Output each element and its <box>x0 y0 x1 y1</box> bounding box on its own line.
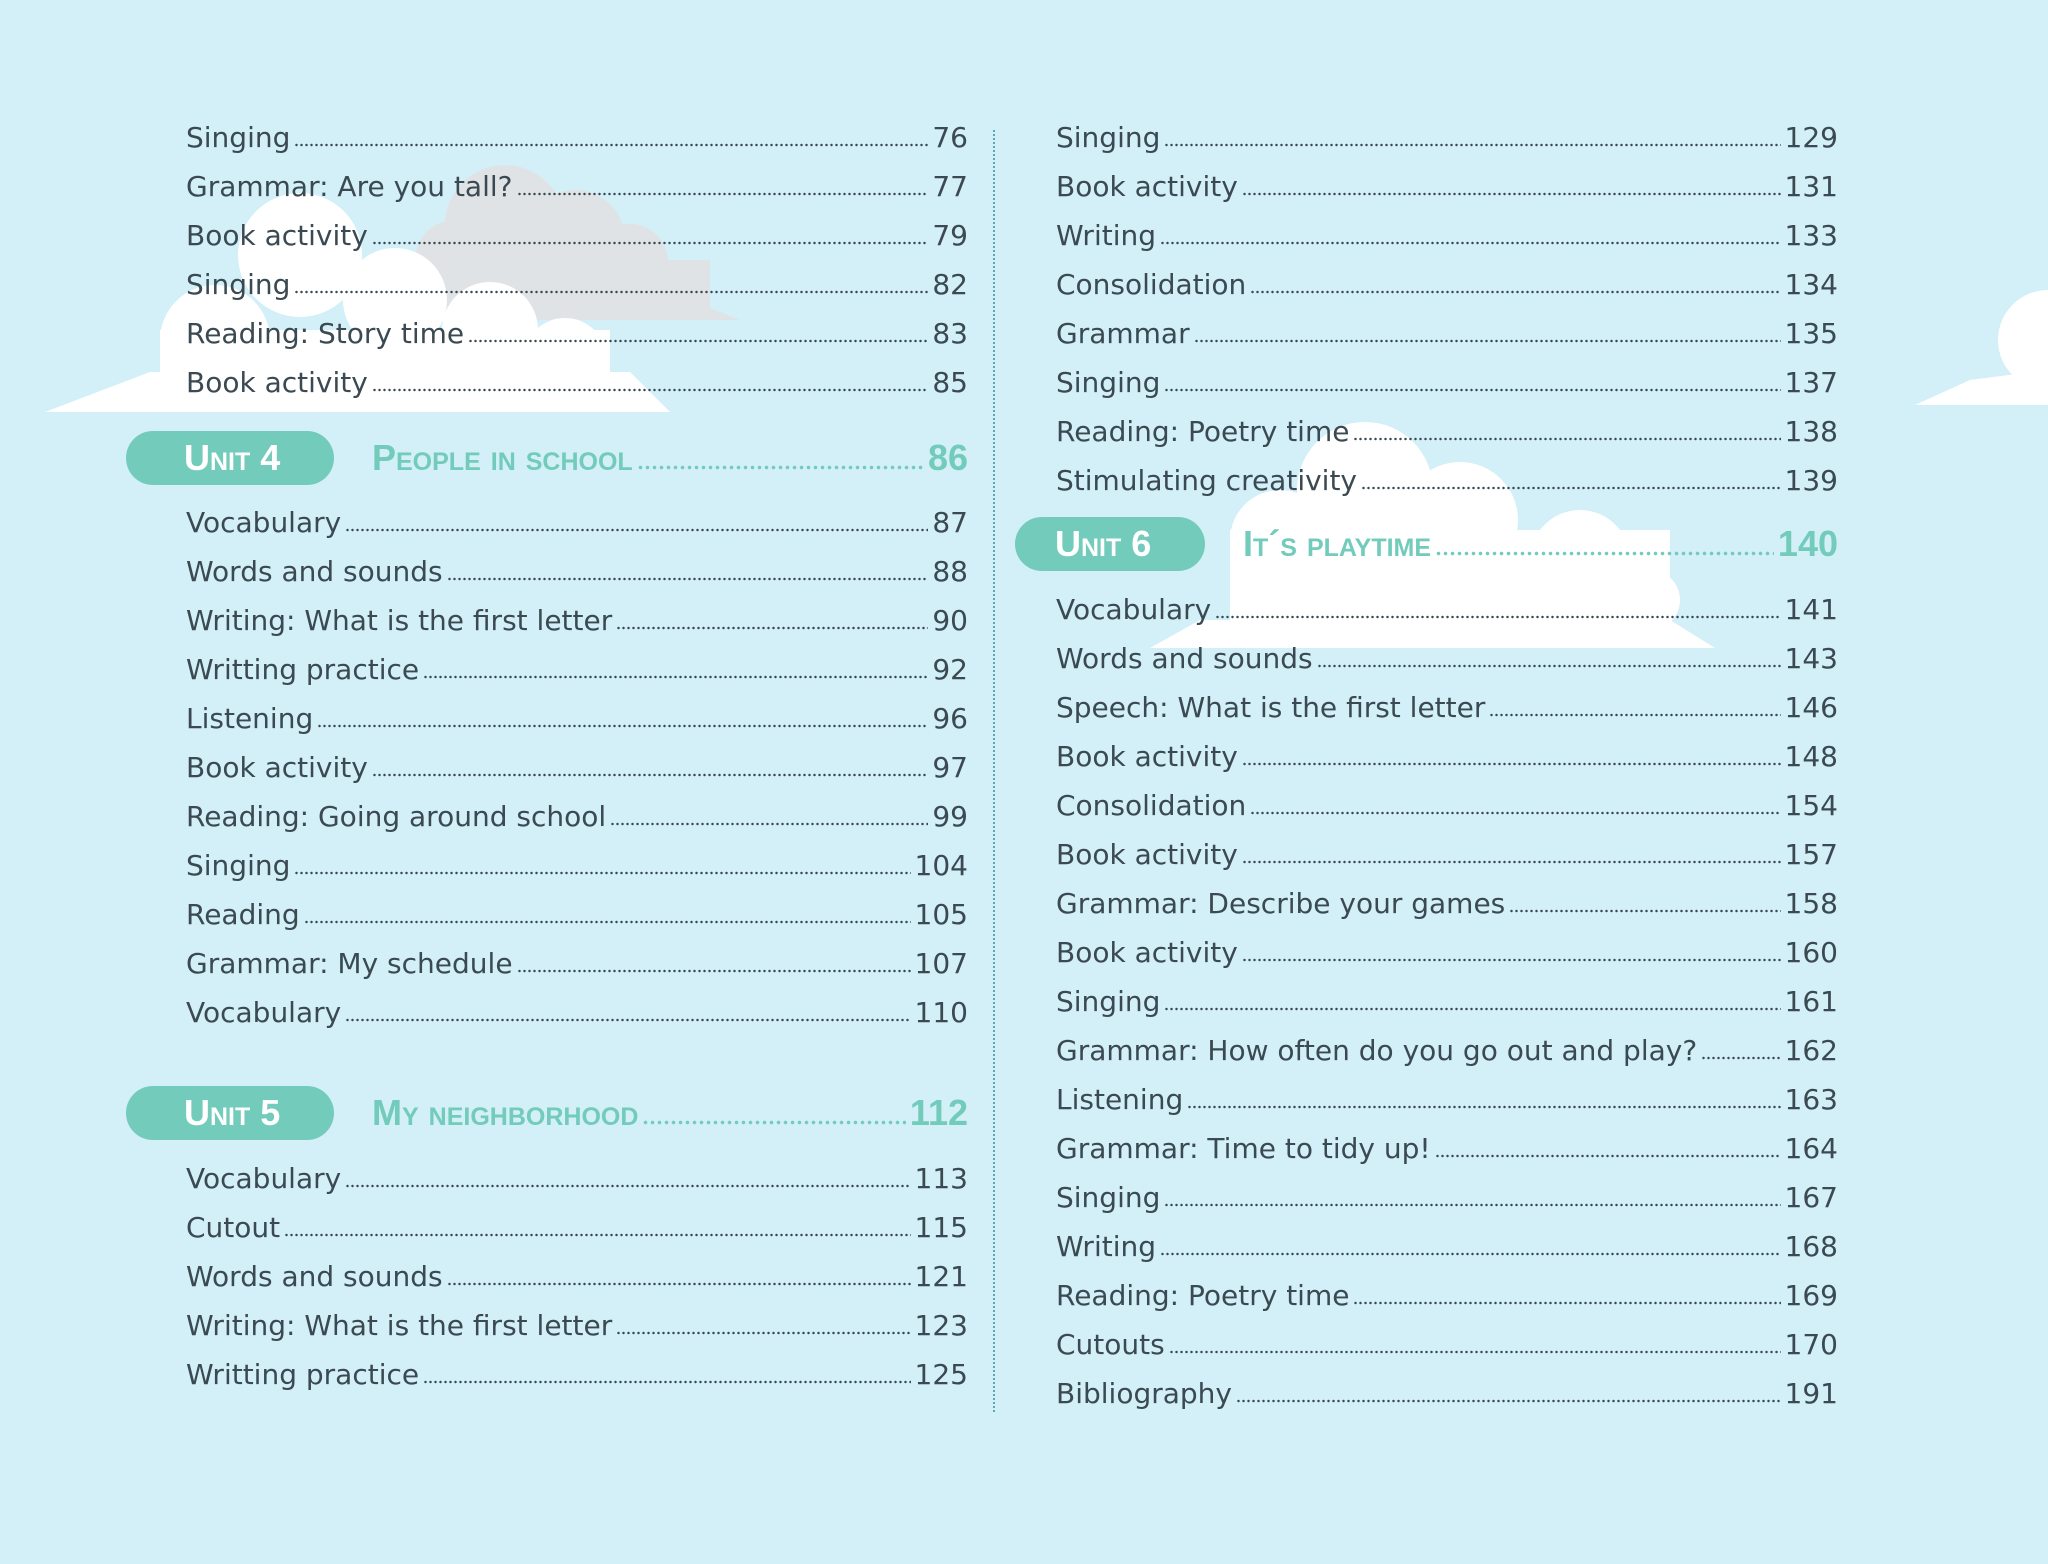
toc-entry[interactable] <box>186 1357 968 1393</box>
toc-entry-page: 105 <box>914 898 968 931</box>
toc-entry-title: Singing <box>1056 366 1161 399</box>
toc-entry-page: 148 <box>1784 740 1838 773</box>
toc-entry[interactable] <box>1056 169 1838 205</box>
toc-entry[interactable] <box>186 946 968 982</box>
toc-entry-title: Book activity <box>186 751 368 784</box>
column-divider <box>993 130 995 1412</box>
toc-entry-page: 160 <box>1784 936 1838 969</box>
toc-entry-title: Consolidation <box>1056 268 1247 301</box>
toc-entry-page: 164 <box>1784 1132 1838 1165</box>
toc-entry-title: Vocabulary <box>186 1162 342 1195</box>
dot-leader <box>1509 909 1780 913</box>
toc-entry-page: 107 <box>914 947 968 980</box>
toc-entry-page: 131 <box>1784 170 1838 203</box>
toc-entry[interactable] <box>186 316 968 352</box>
toc-entry-title: Listening <box>186 702 314 735</box>
dot-leader <box>1194 339 1781 343</box>
dot-leader <box>284 1233 910 1237</box>
dot-leader <box>317 724 928 728</box>
toc-entry-page: 129 <box>1784 121 1838 154</box>
toc-entry[interactable] <box>1056 463 1838 499</box>
toc-entry-title: Words and sounds <box>186 555 443 588</box>
dot-leader <box>1160 241 1781 245</box>
toc-entry-page: 104 <box>914 849 968 882</box>
toc-entry[interactable] <box>1056 365 1838 401</box>
toc-entry-title: Writting practice <box>186 653 420 686</box>
dot-leader <box>468 339 928 343</box>
toc-entry[interactable] <box>186 169 968 205</box>
toc-entry-title: Grammar: Time to tidy up! <box>1056 1132 1431 1165</box>
toc-entry-title: Grammar: My schedule <box>186 947 513 980</box>
toc-entry-page: 143 <box>1784 642 1838 675</box>
toc-entry[interactable] <box>186 120 968 156</box>
dot-leader <box>1353 437 1780 441</box>
toc-entry-title: Reading: Going around school <box>186 800 607 833</box>
toc-entry-title: Writing: What is the first letter <box>186 604 613 637</box>
dot-leader <box>1160 1252 1781 1256</box>
dot-leader <box>1164 1203 1780 1207</box>
toc-entry[interactable] <box>1056 935 1838 971</box>
toc-entry-page: 110 <box>914 996 968 1029</box>
unit-4-header[interactable] <box>126 430 968 486</box>
dot-leader <box>1701 1056 1780 1060</box>
toc-entry-page: 82 <box>932 268 968 301</box>
toc-entry[interactable] <box>186 848 968 884</box>
toc-entry-page: 79 <box>932 219 968 252</box>
toc-entry-title: Book activity <box>1056 170 1238 203</box>
toc-entry[interactable] <box>1056 1033 1838 1069</box>
toc-entry[interactable] <box>1056 1376 1838 1412</box>
toc-entry[interactable] <box>186 995 968 1031</box>
toc-entry-title: Singing <box>1056 985 1161 1018</box>
toc-entry-page: 133 <box>1784 219 1838 252</box>
toc-entry[interactable] <box>186 1308 968 1344</box>
toc-entry-title: Writting practice <box>186 1358 420 1391</box>
toc-entry[interactable] <box>186 799 968 835</box>
toc-entry[interactable] <box>186 1259 968 1295</box>
toc-entry[interactable] <box>186 701 968 737</box>
dot-leader <box>294 143 928 147</box>
dot-leader <box>517 192 929 196</box>
toc-entry-title: Grammar: Are you tall? <box>186 170 513 203</box>
toc-entry-page: 138 <box>1784 415 1838 448</box>
toc-entry-title: Bibliography <box>1056 1377 1232 1410</box>
toc-entry[interactable] <box>186 750 968 786</box>
toc-entry-title: Cutout <box>186 1211 281 1244</box>
dot-leader <box>1242 192 1781 196</box>
toc-entry-title: Writing <box>1056 219 1156 252</box>
dot-leader <box>423 675 928 679</box>
toc-entry-title: Vocabulary <box>186 506 342 539</box>
toc-entry-title: Reading: Poetry time <box>1056 415 1350 448</box>
dot-leader <box>637 465 924 470</box>
toc-entry-title: Book activity <box>186 219 368 252</box>
toc-entry[interactable] <box>186 897 968 933</box>
toc-entry-page: 158 <box>1784 887 1838 920</box>
toc-entry[interactable] <box>1056 837 1838 873</box>
dot-leader <box>1164 143 1780 147</box>
toc-entry[interactable] <box>1056 1229 1838 1265</box>
dot-leader <box>1435 551 1774 556</box>
toc-entry-page: 96 <box>932 702 968 735</box>
toc-entry-page: 85 <box>932 366 968 399</box>
toc-entry-title: Singing <box>186 121 291 154</box>
toc-entry-title: Book activity <box>1056 838 1238 871</box>
toc-entry[interactable] <box>1056 218 1838 254</box>
toc-entry-page: 92 <box>932 653 968 686</box>
dot-leader <box>1361 486 1781 490</box>
toc-entry-page: 121 <box>914 1260 968 1293</box>
unit-5-header[interactable] <box>126 1085 968 1141</box>
toc-entry-title: Speech: What is the first letter <box>1056 691 1486 724</box>
dot-leader <box>294 871 910 875</box>
dot-leader <box>372 773 929 777</box>
toc-entry-page: 191 <box>1784 1377 1838 1410</box>
dot-leader <box>1242 860 1781 864</box>
dot-leader <box>345 1018 910 1022</box>
unit-6-title-row <box>1243 523 1838 565</box>
dot-leader <box>447 1282 911 1286</box>
dot-leader <box>616 626 928 630</box>
dot-leader <box>1169 1350 1781 1354</box>
toc-entry-title: Book activity <box>1056 936 1238 969</box>
unit-6-header[interactable] <box>1015 516 1838 572</box>
toc-entry-title: Singing <box>186 268 291 301</box>
dot-leader <box>1489 713 1780 717</box>
dot-leader <box>1164 1007 1780 1011</box>
toc-entry-title: Writing: What is the first letter <box>186 1309 613 1342</box>
toc-entry[interactable] <box>1056 788 1838 824</box>
toc-entry-title: Singing <box>1056 121 1161 154</box>
unit-4-title-row <box>372 437 968 479</box>
toc-entry-page: 154 <box>1784 789 1838 822</box>
dot-leader <box>517 969 911 973</box>
dot-leader <box>1236 1399 1781 1403</box>
toc-entry-title: Words and sounds <box>1056 642 1313 675</box>
toc-entry-title: Vocabulary <box>1056 593 1212 626</box>
dot-leader <box>372 241 929 245</box>
toc-entry-page: 87 <box>932 506 968 539</box>
toc-entry[interactable] <box>1056 592 1838 628</box>
toc-entry[interactable] <box>186 365 968 401</box>
toc-entry-page: 168 <box>1784 1230 1838 1263</box>
toc-entry[interactable] <box>1056 1082 1838 1118</box>
toc-entry-page: 139 <box>1784 464 1838 497</box>
toc-entry[interactable] <box>186 1161 968 1197</box>
toc-entry-title: Stimulating creativity <box>1056 464 1357 497</box>
toc-entry[interactable] <box>186 603 968 639</box>
toc-entry-title: Reading: Poetry time <box>1056 1279 1350 1312</box>
toc-entry[interactable] <box>186 554 968 590</box>
toc-entry-page: 99 <box>932 800 968 833</box>
unit-4-page: 86 <box>927 437 968 478</box>
toc-entry[interactable] <box>1056 886 1838 922</box>
toc-entry-page: 135 <box>1784 317 1838 350</box>
toc-entry[interactable] <box>1056 1278 1838 1314</box>
dot-leader <box>345 1184 910 1188</box>
dot-leader <box>1187 1105 1780 1109</box>
toc-entry-title: Reading: Story time <box>186 317 465 350</box>
toc-entry-page: 123 <box>914 1309 968 1342</box>
dot-leader <box>642 1120 906 1125</box>
toc-entry[interactable] <box>186 505 968 541</box>
toc-entry-title: Grammar <box>1056 317 1190 350</box>
dot-leader <box>1435 1154 1781 1158</box>
toc-entry-page: 163 <box>1784 1083 1838 1116</box>
dot-leader <box>304 920 911 924</box>
unit-6-badge: Unit 6 <box>1015 517 1205 571</box>
unit-5-page: 112 <box>909 1092 968 1133</box>
toc-entry-title: Book activity <box>1056 740 1238 773</box>
toc-entry[interactable] <box>1056 1327 1838 1363</box>
toc-entry[interactable] <box>1056 984 1838 1020</box>
dot-leader <box>1250 290 1780 294</box>
unit-6-page: 140 <box>1777 523 1838 564</box>
toc-entry[interactable] <box>1056 267 1838 303</box>
toc-entry-page: 134 <box>1784 268 1838 301</box>
toc-entry-title: Words and sounds <box>186 1260 443 1293</box>
toc-entry-page: 141 <box>1784 593 1838 626</box>
toc-entry-page: 77 <box>932 170 968 203</box>
dot-leader <box>1164 388 1780 392</box>
unit-5-badge: Unit 5 <box>126 1086 334 1140</box>
unit-4-title: People in school <box>372 437 633 478</box>
toc-entry-page: 167 <box>1784 1181 1838 1214</box>
toc-entry-title: Reading <box>186 898 300 931</box>
toc-entry[interactable] <box>1056 1180 1838 1216</box>
toc-entry[interactable] <box>1056 690 1838 726</box>
toc-entry-title: Consolidation <box>1056 789 1247 822</box>
dot-leader <box>294 290 928 294</box>
toc-entry[interactable] <box>1056 316 1838 352</box>
toc-entry[interactable] <box>1056 120 1838 156</box>
toc-entry[interactable] <box>186 267 968 303</box>
unit-4-badge: Unit 4 <box>126 431 334 485</box>
dot-leader <box>610 822 928 826</box>
toc-entry[interactable] <box>1056 1131 1838 1167</box>
toc-entry-page: 170 <box>1784 1328 1838 1361</box>
toc-entry[interactable] <box>186 1210 968 1246</box>
toc-entry[interactable] <box>186 218 968 254</box>
toc-entry-page: 169 <box>1784 1279 1838 1312</box>
toc-entry-title: Singing <box>186 849 291 882</box>
toc-entry-page: 76 <box>932 121 968 154</box>
toc-entry-page: 162 <box>1784 1034 1838 1067</box>
toc-entry[interactable] <box>1056 641 1838 677</box>
toc-entry-title: Book activity <box>186 366 368 399</box>
dot-leader <box>1242 958 1781 962</box>
unit-5-title-row <box>372 1092 968 1134</box>
dot-leader <box>616 1331 910 1335</box>
dot-leader <box>1250 811 1780 815</box>
toc-entry-page: 137 <box>1784 366 1838 399</box>
toc-entry-title: Listening <box>1056 1083 1184 1116</box>
white-cloud-edge <box>1915 290 2048 405</box>
dot-leader <box>423 1380 910 1384</box>
dot-leader <box>1242 762 1781 766</box>
dot-leader <box>372 388 929 392</box>
toc-entry-title: Grammar: Describe your games <box>1056 887 1506 920</box>
toc-entry-page: 88 <box>932 555 968 588</box>
toc-entry-title: Writing <box>1056 1230 1156 1263</box>
dot-leader <box>1317 664 1781 668</box>
toc-entry-title: Grammar: How often do you go out and play? <box>1056 1034 1698 1067</box>
toc-entry-page: 125 <box>914 1358 968 1391</box>
toc-entry-page: 146 <box>1784 691 1838 724</box>
dot-leader <box>345 528 928 532</box>
toc-entry[interactable] <box>1056 414 1838 450</box>
dot-leader <box>1353 1301 1780 1305</box>
toc-entry-page: 161 <box>1784 985 1838 1018</box>
toc-entry-title: Vocabulary <box>186 996 342 1029</box>
toc-entry-title: Cutouts <box>1056 1328 1165 1361</box>
unit-6-title: It´s playtime <box>1243 523 1432 564</box>
toc-entry-page: 113 <box>914 1162 968 1195</box>
toc-entry[interactable] <box>186 652 968 688</box>
dot-leader <box>1215 615 1780 619</box>
toc-entry-page: 83 <box>932 317 968 350</box>
toc-entry[interactable] <box>1056 739 1838 775</box>
unit-5-title: My neighborhood <box>372 1092 639 1133</box>
toc-entry-page: 90 <box>932 604 968 637</box>
dot-leader <box>447 577 929 581</box>
toc-entry-title: Singing <box>1056 1181 1161 1214</box>
toc-entry-page: 157 <box>1784 838 1838 871</box>
toc-entry-page: 97 <box>932 751 968 784</box>
toc-entry-page: 115 <box>914 1211 968 1244</box>
